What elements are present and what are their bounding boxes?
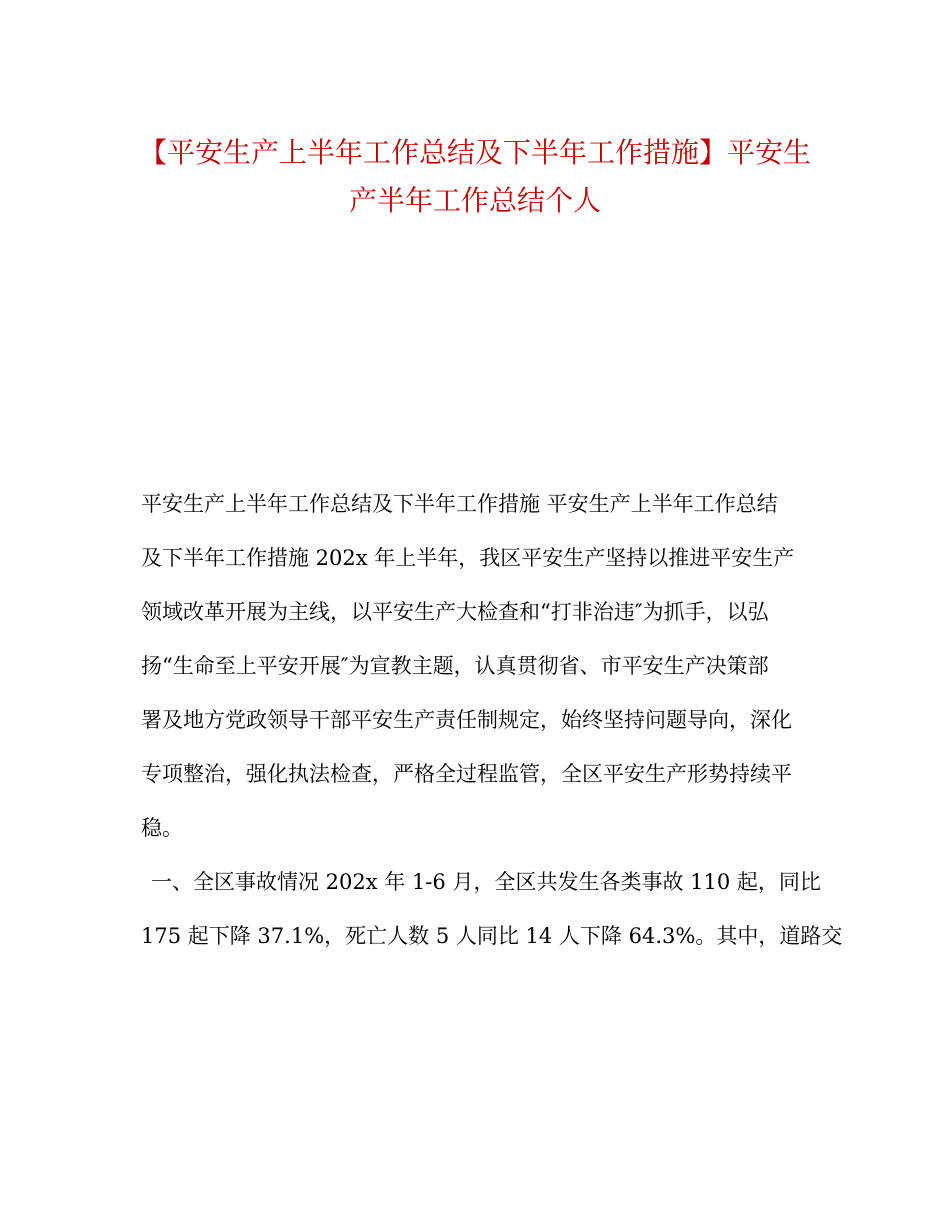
body-line-2: 及下半年工作措施 202x 年上半年，我区平安生产坚持以推进平安生产 [141, 546, 795, 570]
body-line-1: 平安生产上半年工作总结及下半年工作措施 平安生产上半年工作总结 [141, 492, 778, 516]
body-line-3: 领域改革开展为主线，以平安生产大检查和“打非治违″为抓手，以弘 [141, 600, 769, 624]
body-line-5: 署及地方党政领导干部平安生产责任制规定，始终坚持问题导向，深化 [141, 708, 792, 732]
body-line-6: 专项整治，强化执法检查，严格全过程监管，全区平安生产形势持续平 [141, 762, 792, 786]
body-line-7: 稳。 [141, 816, 183, 840]
title-line-1: 【平安生产上半年工作总结及下半年工作措施】平安生 [138, 136, 811, 169]
body-line-9: 175 起下降 37.1%，死亡人数 5 人同比 14 人下降 64.3%。其中，道路交 [141, 924, 843, 948]
body-line-8: 一、全区事故情况 202x 年 1-6 月，全区共发生各类事故 110 起，同比 [151, 870, 821, 894]
body-line-4: 扬“生命至上平安开展″为宣教主题，认真贯彻省、市平安生产决策部 [141, 654, 769, 678]
title-line-2: 产半年工作总结个人 [348, 184, 601, 217]
document-body [141, 477, 843, 963]
document-title [110, 129, 840, 225]
